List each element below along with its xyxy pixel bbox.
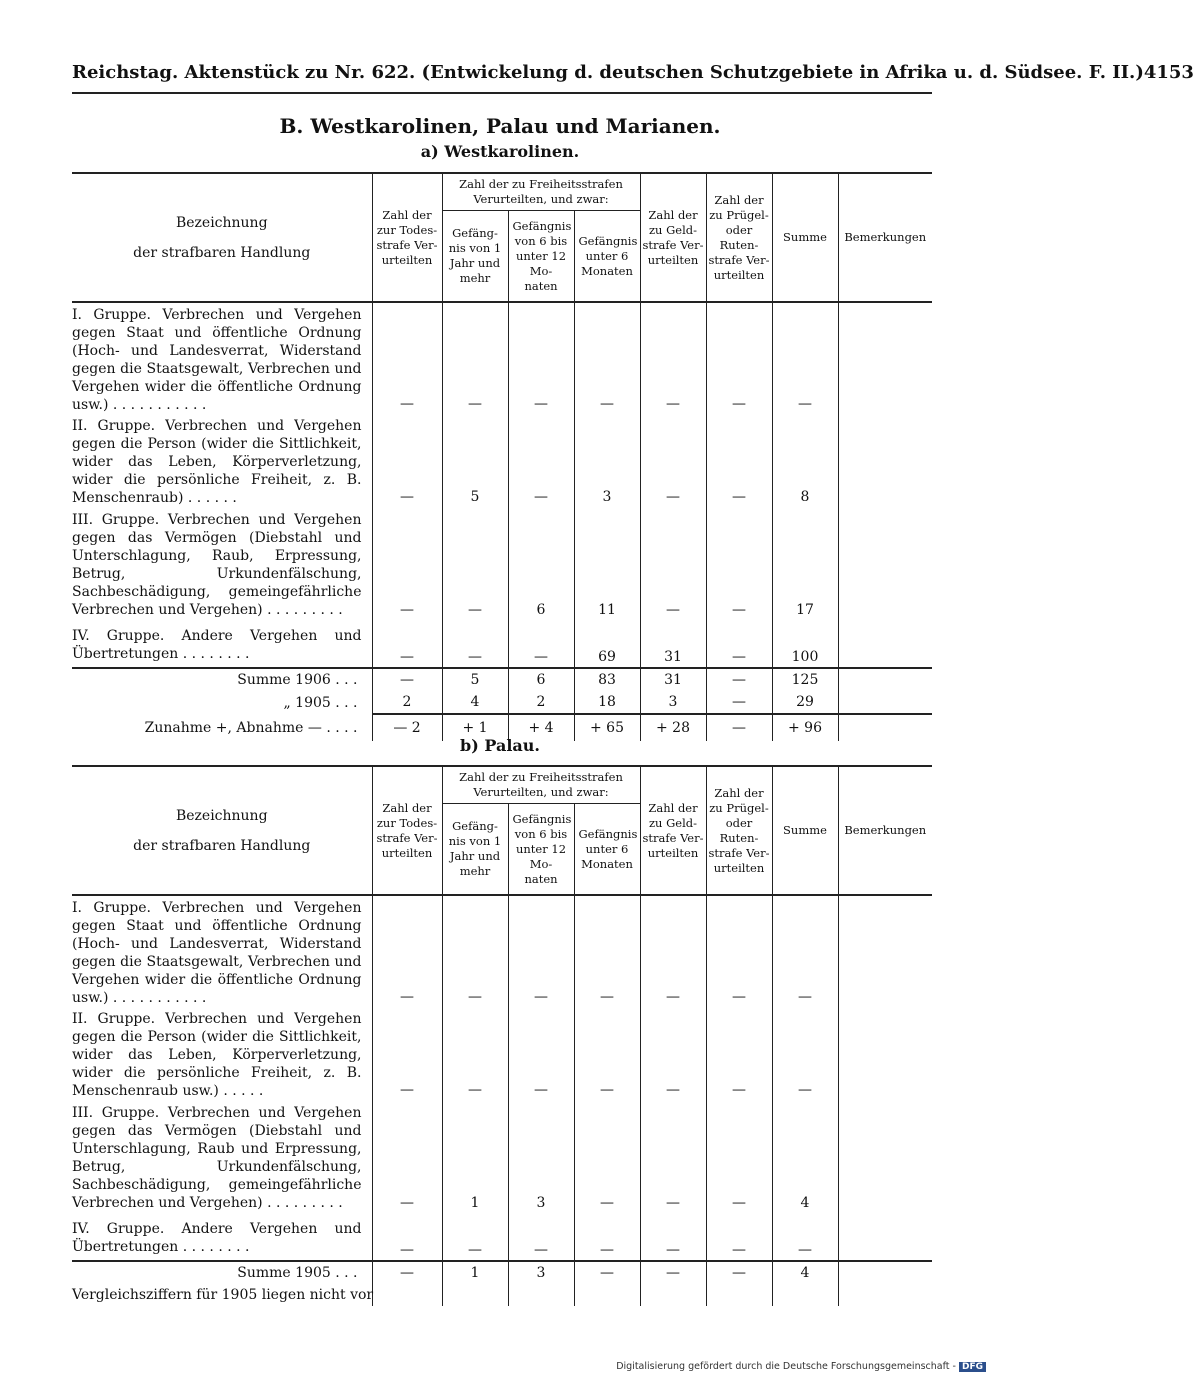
row-value: — [508, 302, 574, 414]
row-value: — [372, 507, 442, 620]
table-row [72, 1007, 932, 1100]
row-value [838, 1213, 932, 1261]
header-prison-group: Zahl der zu Freiheitsstrafen Verurteilten, und zwar: [442, 173, 640, 211]
totals-value: 5 [442, 668, 508, 691]
totals-value [442, 1284, 508, 1306]
totals-value [372, 1284, 442, 1306]
totals-value: — 2 [372, 714, 442, 741]
table-row [72, 1100, 932, 1213]
row-value: — [372, 620, 442, 668]
totals-row [72, 668, 932, 691]
row-value: — [574, 1213, 640, 1261]
totals-label: Zunahme +, Abnahme — . . . . [72, 714, 372, 741]
totals-value: 29 [772, 691, 838, 714]
totals-value [838, 691, 932, 714]
row-value: — [372, 895, 442, 1007]
totals-value [838, 1261, 932, 1284]
header-prison-6-12-months: Gefängnis von 6 bis unter 12 Mo- naten [508, 211, 574, 303]
header-prison-under-6-months: Gefängnis unter 6 Monaten [574, 804, 640, 896]
header-description-line2: der strafbaren Handlung [133, 244, 311, 261]
row-value: — [508, 895, 574, 1007]
row-value: — [706, 414, 772, 507]
row-value: 100 [772, 620, 838, 668]
section-title: B. Westkarolinen, Palau und Marianen. [279, 114, 721, 138]
totals-value: 1 [442, 1261, 508, 1284]
totals-value [706, 1284, 772, 1306]
totals-value: + 96 [772, 714, 838, 741]
totals-value: 6 [508, 668, 574, 691]
row-value: — [706, 302, 772, 414]
row-value: 17 [772, 507, 838, 620]
totals-value: 2 [508, 691, 574, 714]
header-fine: Zahl der zu Geld- strafe Ver- urteilten [640, 173, 706, 302]
row-value: — [372, 1213, 442, 1261]
row-value: — [640, 1100, 706, 1213]
running-head [72, 62, 1194, 94]
header-sum: Summe [772, 173, 838, 302]
row-value: — [574, 302, 640, 414]
header-remarks: Bemerkungen [838, 173, 932, 302]
row-value: — [442, 1007, 508, 1100]
header-description-line1: Bezeichnung [175, 214, 268, 231]
totals-value: 4 [442, 691, 508, 714]
totals-value: + 65 [574, 714, 640, 741]
table-a-title: a) Westkarolinen. [420, 142, 580, 161]
totals-value: — [574, 1261, 640, 1284]
row-value: 8 [772, 414, 838, 507]
row-value: — [574, 1007, 640, 1100]
row-value: 3 [574, 414, 640, 507]
row-value: — [508, 1007, 574, 1100]
totals-row [72, 691, 932, 714]
totals-value: — [706, 1261, 772, 1284]
table-westkarolinen [72, 172, 932, 741]
header-prison-1-year: Gefäng- nis von 1 Jahr und mehr [442, 211, 508, 303]
row-value [838, 414, 932, 507]
row-description: IV. Gruppe. Andere Vergehen und Übertretungen . . . . . . . . [72, 620, 372, 668]
row-value [838, 1007, 932, 1100]
totals-value: 83 [574, 668, 640, 691]
row-value: 3 [508, 1100, 574, 1213]
header-description [72, 173, 372, 302]
header-remarks: Bemerkungen [838, 766, 932, 895]
header-flogging: Zahl der zu Prügel- oder Ruten- strafe Ver- urteilten [706, 173, 772, 302]
header-description [72, 766, 372, 895]
table-row [72, 1213, 932, 1261]
row-value: — [442, 1213, 508, 1261]
row-value: — [442, 620, 508, 668]
row-value: — [772, 895, 838, 1007]
row-value [838, 507, 932, 620]
totals-value: 31 [640, 668, 706, 691]
row-value: — [640, 507, 706, 620]
row-description: II. Gruppe. Verbrechen und Vergehen gegen die Person (wider die Sittlichkeit, wider das Leben, Körperverletzung, wider die persönliche Freiheit, z. B. Menschenraub usw.) . . . . . [72, 1007, 372, 1100]
row-description: I. Gruppe. Verbrechen und Vergehen gegen Staat und öffentliche Ordnung (Hoch- und Landesverrat, Widerstand gegen die Staatsgewalt, Verbrechen und Vergehen wider die öffentliche Ordnung usw.) . . . . . . . . . . . [72, 302, 372, 414]
row-value: 11 [574, 507, 640, 620]
row-description: I. Gruppe. Verbrechen und Vergehen gegen Staat und öffentliche Ordnung (Hoch- und Landesverrat, Widerstand gegen die Staatsgewalt, Verbrechen und Vergehen wider die öffentliche Ordnung usw.) . . . . . . . . . . . [72, 895, 372, 1007]
totals-value [640, 1284, 706, 1306]
totals-label: „ 1905 . . . [72, 691, 372, 714]
totals-row [72, 1261, 932, 1284]
totals-value [772, 1284, 838, 1306]
table-row [72, 302, 932, 414]
row-value: 31 [640, 620, 706, 668]
table-row [72, 507, 932, 620]
row-value [838, 895, 932, 1007]
row-value: — [372, 1007, 442, 1100]
header-death-penalty: Zahl der zur Todes- strafe Ver- urteilten [372, 173, 442, 302]
row-value: — [574, 1100, 640, 1213]
running-head-title: Reichstag. Aktenstück zu Nr. 622. (Entwickelung d. deutschen Schutzgebiete in Afrika u. d. Südsee. F. II.) [72, 62, 1144, 83]
header-sum: Summe [772, 766, 838, 895]
header-prison-6-12-months: Gefängnis von 6 bis unter 12 Mo- naten [508, 804, 574, 896]
totals-value: 4 [772, 1261, 838, 1284]
row-value: — [640, 302, 706, 414]
totals-value [508, 1284, 574, 1306]
footer [616, 1361, 986, 1372]
row-description: III. Gruppe. Verbrechen und Vergehen gegen das Vermögen (Diebstahl und Unterschlagung, Raub, Erpressung, Betrug, Urkundenfälschung, Sachbeschädigung, gemeingefährliche Verbrechen und Vergehen) . . . . . . . . . [72, 507, 372, 620]
totals-value: — [706, 714, 772, 741]
totals-value: — [706, 691, 772, 714]
row-value: — [772, 1007, 838, 1100]
row-value [838, 302, 932, 414]
totals-value: 2 [372, 691, 442, 714]
row-value: — [706, 620, 772, 668]
row-value: — [640, 1007, 706, 1100]
row-description: IV. Gruppe. Andere Vergehen und Übertretungen . . . . . . . . [72, 1213, 372, 1261]
totals-value: 125 [772, 668, 838, 691]
totals-row [72, 1284, 932, 1306]
row-value: — [640, 1213, 706, 1261]
row-value: — [508, 620, 574, 668]
totals-value: + 1 [442, 714, 508, 741]
totals-value [838, 668, 932, 691]
row-value: — [372, 1100, 442, 1213]
footer-text: Digitalisierung gefördert durch die Deutsche Forschungsgemeinschaft - [616, 1361, 956, 1372]
header-fine: Zahl der zu Geld- strafe Ver- urteilten [640, 766, 706, 895]
header-death-penalty: Zahl der zur Todes- strafe Ver- urteilten [372, 766, 442, 895]
table-row [72, 895, 932, 1007]
header-description-line2: der strafbaren Handlung [133, 837, 311, 854]
row-value: 6 [508, 507, 574, 620]
row-value: — [706, 1100, 772, 1213]
row-value [838, 620, 932, 668]
totals-value: — [640, 1261, 706, 1284]
row-value: — [772, 1213, 838, 1261]
totals-value: + 28 [640, 714, 706, 741]
row-description: II. Gruppe. Verbrechen und Vergehen gegen die Person (wider die Sittlichkeit, wider das Leben, Körperverletzung, wider die persönliche Freiheit, z. B. Menschenraub) . . . . . . [72, 414, 372, 507]
header-flogging: Zahl der zu Prügel- oder Ruten- strafe Ver- urteilten [706, 766, 772, 895]
totals-value: 18 [574, 691, 640, 714]
row-value: — [508, 1213, 574, 1261]
row-description: III. Gruppe. Verbrechen und Vergehen gegen das Vermögen (Diebstahl und Unterschlagung, Raub und Erpressung, Betrug, Urkundenfälschung, Sachbeschädigung, gemeingefährliche Verbrechen und Vergehen) . . . . . . . . . [72, 1100, 372, 1213]
row-value: — [442, 895, 508, 1007]
row-value: 4 [772, 1100, 838, 1213]
totals-value [574, 1284, 640, 1306]
totals-label: Summe 1906 . . . [72, 668, 372, 691]
row-value [838, 1100, 932, 1213]
totals-label: Vergleichsziffern für 1905 liegen nicht vor [72, 1284, 372, 1306]
row-value: — [574, 895, 640, 1007]
dfg-logo: DFG [959, 1362, 986, 1372]
row-value: — [706, 895, 772, 1007]
row-value: — [706, 1213, 772, 1261]
totals-value [838, 1284, 932, 1306]
row-value: — [372, 414, 442, 507]
row-value: 1 [442, 1100, 508, 1213]
row-value: — [640, 895, 706, 1007]
totals-label: Summe 1905 . . . [72, 1261, 372, 1284]
row-value: — [640, 414, 706, 507]
table-row [72, 414, 932, 507]
row-value: — [706, 507, 772, 620]
totals-value: — [706, 668, 772, 691]
table-palau [72, 765, 932, 1306]
header-description-line1: Bezeichnung [175, 807, 268, 824]
row-value: — [508, 414, 574, 507]
totals-value: — [372, 668, 442, 691]
row-value: — [706, 1007, 772, 1100]
totals-value: + 4 [508, 714, 574, 741]
table-row [72, 620, 932, 668]
totals-value: 3 [508, 1261, 574, 1284]
header-prison-group: Zahl der zu Freiheitsstrafen Verurteilten, und zwar: [442, 766, 640, 804]
row-value: — [442, 302, 508, 414]
row-value: — [442, 507, 508, 620]
row-value: — [372, 302, 442, 414]
header-prison-under-6-months: Gefängnis unter 6 Monaten [574, 211, 640, 303]
header-prison-1-year: Gefäng- nis von 1 Jahr und mehr [442, 804, 508, 896]
totals-value: 3 [640, 691, 706, 714]
row-value: — [772, 302, 838, 414]
row-value: 69 [574, 620, 640, 668]
table-b-title: b) Palau. [460, 736, 540, 755]
row-value: 5 [442, 414, 508, 507]
totals-value: — [372, 1261, 442, 1284]
page-number: 4153 [1143, 62, 1194, 83]
